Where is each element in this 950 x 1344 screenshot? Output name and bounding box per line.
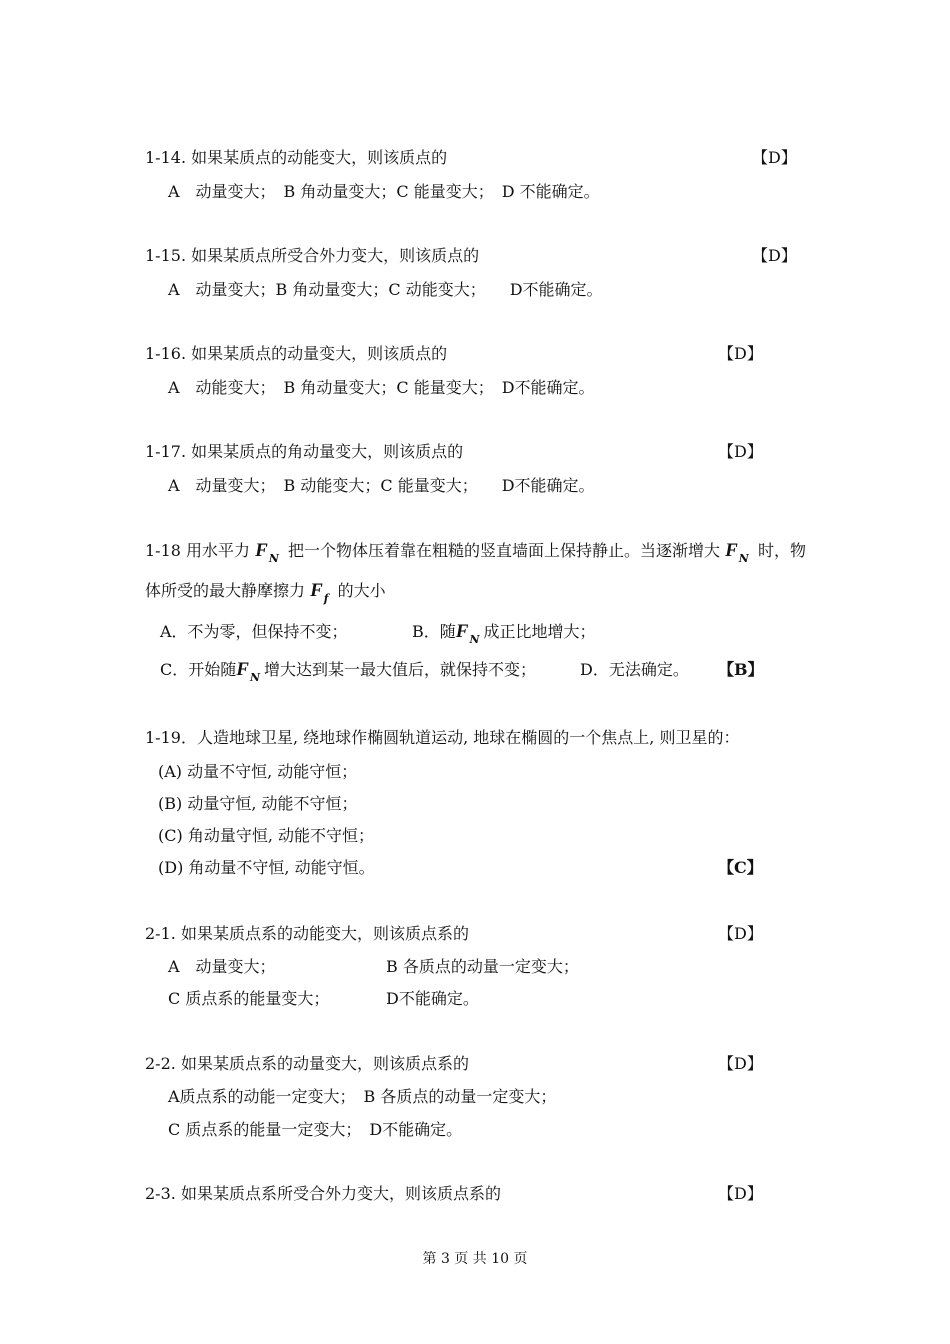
question-2-1-option-d: D不能确定。	[386, 989, 479, 1008]
page-footer: 第 3 页 共 10 页	[422, 1251, 528, 1267]
force-symbol-F: F	[455, 621, 469, 642]
question-1-17-stem: 1-17. 如果某质点的角动量变大，则该质点的	[145, 442, 464, 461]
stem-text: 时，物	[757, 541, 806, 560]
question-2-1-option-c: C 质点系的能量变大；	[168, 989, 330, 1008]
option-text: C．开始随	[160, 660, 237, 679]
option-text: B．随	[412, 622, 456, 641]
subscript-N: N	[268, 552, 279, 565]
question-1-18-option-c	[160, 660, 536, 682]
option-text: 增大达到某一最大值后，就保持不变；	[264, 660, 537, 679]
question-2-3-answer: 【D】	[718, 1184, 763, 1203]
question-2-2-stem: 2-2. 如果某质点系的动量变大，则该质点系的	[145, 1054, 469, 1073]
question-1-18-stem-line2	[145, 581, 386, 603]
question-1-18-option-d: D．无法确定。	[580, 660, 689, 679]
force-symbol-F: F	[725, 540, 738, 561]
option-text: 成正比地增大；	[483, 622, 596, 641]
question-1-18-answer: 【B】	[718, 660, 764, 679]
subscript-N: N	[249, 671, 260, 684]
stem-text: 体所受的最大静摩擦力	[145, 581, 306, 600]
subscript-N: N	[738, 552, 749, 565]
question-1-17-answer: 【D】	[718, 442, 763, 461]
question-1-18-stem-line1	[145, 541, 806, 563]
force-symbol-F: F	[236, 659, 249, 680]
question-1-18-option-a: A．不为零，但保持不变；	[160, 622, 348, 641]
question-1-18-option-b	[412, 622, 596, 644]
question-1-14-stem: 1-14. 如果某质点的动能变大，则该质点的	[145, 148, 448, 167]
question-1-15-options: A 动量变大；B 角动量变大；C 动能变大； D不能确定。	[168, 280, 603, 299]
force-symbol-F: F	[310, 580, 323, 601]
question-2-1-stem: 2-1. 如果某质点系的动能变大，则该质点系的	[145, 924, 469, 943]
stem-text: 把一个物体压着靠在粗糙的竖直墙面上保持静止。当逐渐增大	[287, 541, 720, 560]
question-2-1-option-b: B 各质点的动量一定变大；	[386, 957, 579, 976]
question-1-19-option-b: (B) 动量守恒, 动能不守恒；	[158, 794, 358, 813]
question-1-14-options: A 动量变大； B 角动量变大；C 能量变大； D 不能确定。	[168, 182, 600, 201]
force-symbol-F: F	[255, 540, 268, 561]
question-2-1-answer: 【D】	[718, 924, 763, 943]
question-2-2-answer: 【D】	[718, 1054, 763, 1073]
question-1-16-stem: 1-16. 如果某质点的动量变大，则该质点的	[145, 344, 448, 363]
question-1-19-option-d: (D) 角动量不守恒, 动能守恒。	[158, 858, 375, 877]
subscript-N: N	[469, 633, 480, 646]
question-1-19-option-c: (C) 角动量守恒, 动能不守恒；	[158, 826, 374, 845]
question-2-1-option-a: A 动量变大；	[168, 957, 276, 976]
stem-text: 的大小	[337, 581, 386, 600]
subscript-f: f	[323, 592, 329, 605]
question-1-15-answer: 【D】	[752, 246, 797, 265]
stem-text: 1-18 用水平力	[145, 541, 251, 560]
question-2-3-stem: 2-3. 如果某质点系所受合外力变大，则该质点系的	[145, 1184, 501, 1203]
question-1-16-answer: 【D】	[718, 344, 763, 363]
question-1-19-stem: 1-19．人造地球卫星, 绕地球作椭圆轨道运动, 地球在椭圆的一个焦点上, 则卫星的：	[145, 728, 740, 747]
question-1-15-stem: 1-15. 如果某质点所受合外力变大，则该质点的	[145, 246, 480, 265]
question-1-19-answer: 【C】	[718, 858, 763, 877]
question-1-14-answer: 【D】	[752, 148, 797, 167]
question-1-17-options: A 动量变大； B 动能变大；C 能量变大； D不能确定。	[168, 476, 595, 495]
question-1-16-options: A 动能变大； B 角动量变大；C 能量变大； D不能确定。	[168, 378, 595, 397]
question-1-19-option-a: (A) 动量不守恒, 动能守恒；	[158, 762, 358, 781]
question-2-2-options-cd: C 质点系的能量一定变大； D不能确定。	[168, 1120, 463, 1139]
question-2-2-options-ab: A质点系的动能一定变大； B 各质点的动量一定变大；	[168, 1087, 557, 1106]
